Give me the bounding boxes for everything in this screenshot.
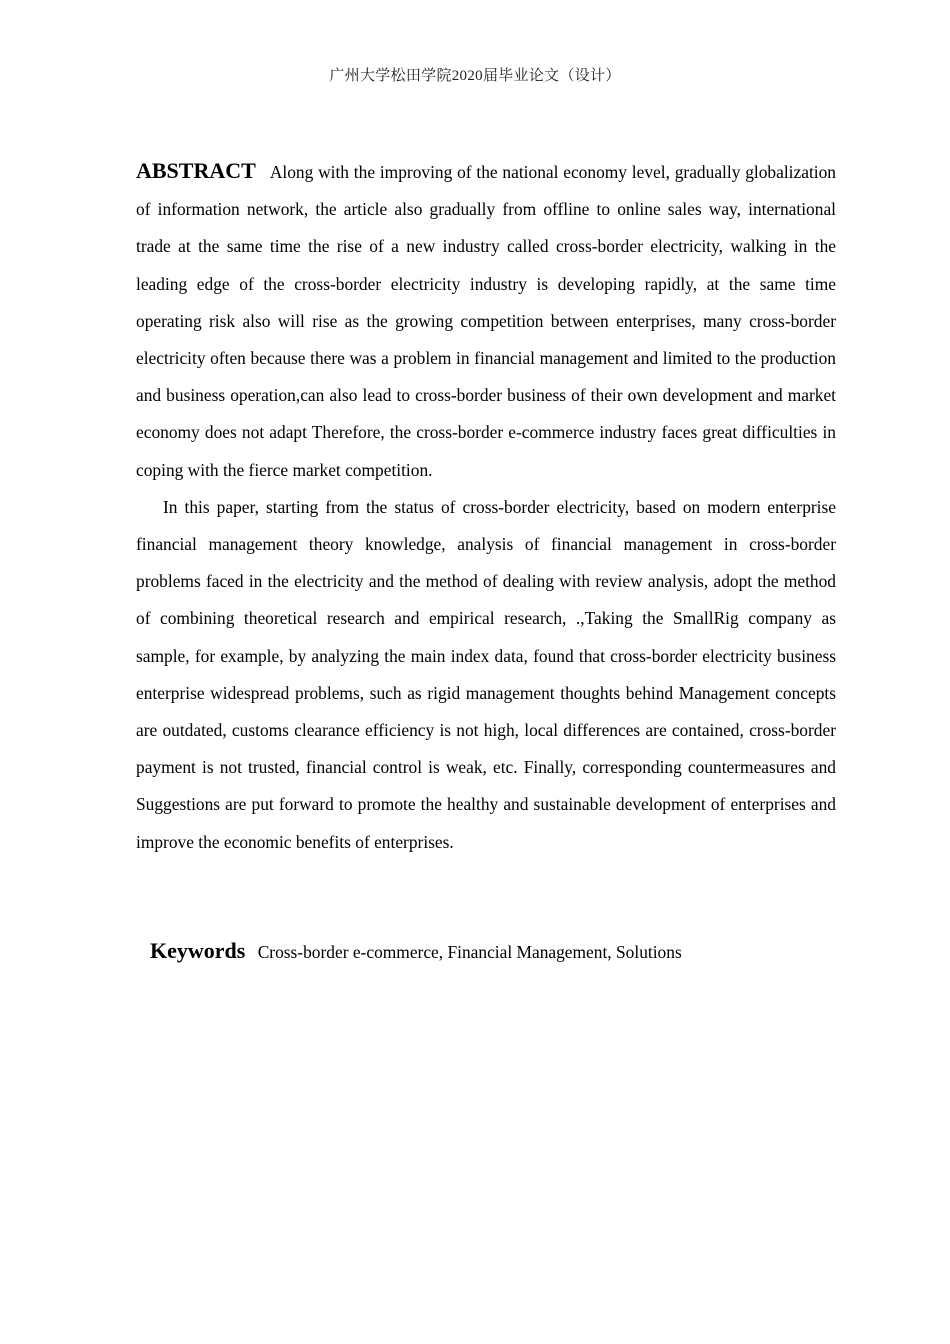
abstract-paragraph-1	[136, 152, 836, 489]
abstract-paragraph-2: In this paper, starting from the status of cross-border electricity, based on modern enterprise financial management theory knowledge, analysis of financial management in cross-border problems faced in the electricity and the method of dealing with review analysis, adopt the method of combining theoretical research and empirical research, .,Taking the SmallRig company as sample, for example, by analyzing the main index data, found that cross-border electricity business enterprise widespread problems, such as rigid management thoughts behind Management concepts are outdated, customs clearance efficiency is not high, local differences are contained, cross-border payment is not trusted, financial control is weak, etc. Finally, corresponding countermeasures and Suggestions are put forward to promote the healthy and sustainable development of enterprises and improve the economic benefits of enterprises.	[136, 496, 836, 852]
abstract-section	[136, 152, 836, 861]
keywords-label: Keywords	[150, 938, 246, 963]
running-header: 广州大学松田学院2020届毕业论文（设计）	[329, 68, 621, 84]
abstract-label: ABSTRACT	[136, 158, 256, 183]
abstract-paragraph-1-text: Along with the improving of the national economy level, gradually globalization of information network, the article also gradually from offline to online sales way, international trade at the same time the rise of a new industry called cross-border electricity, walking in the leading edge of the cross-border electricity industry is developing rapidly, at the same time operating risk also will rise as the growing competition between enterprises, many cross-border electricity often because there was a problem in financial management and limited to the production and business operation,can also lead to cross-border business of their own development and market economy does not adapt Therefore, the cross-border e-commerce industry faces great difficulties in coping with the fierce market competition.	[136, 162, 836, 480]
keywords-text: Cross-border e-commerce, Financial Management, Solutions	[257, 942, 682, 962]
keywords-section	[150, 932, 840, 971]
